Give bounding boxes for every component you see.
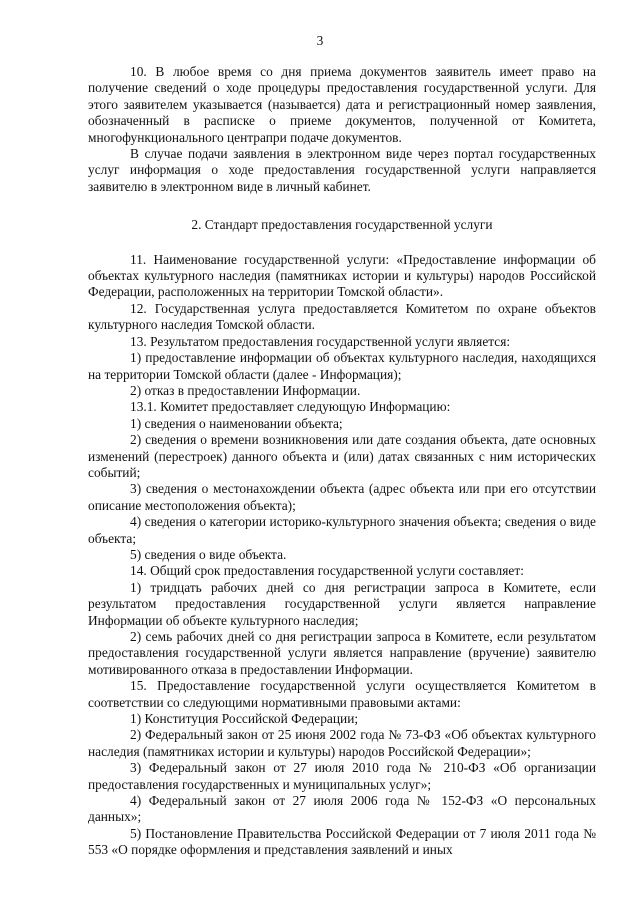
paragraph-14: 14. Общий срок предоставления государственной услуги составляет: xyxy=(130,563,524,579)
section-heading: 2. Стандарт предоставления государственной услуги xyxy=(191,217,493,233)
page-number: 3 xyxy=(316,33,324,48)
paragraph-electronic-status: В случае подачи заявления в электронном виде через портал государственных услуг информация о ходе предоставления государственной услуги направляется заявителю в электронном виде в личный кабинет. xyxy=(88,146,596,194)
paragraph-15-item-5: 5) Постановление Правительства Российской Федерации от 7 июля 2011 года № 553 «О порядке оформления и представления заявлений и иных xyxy=(88,825,596,858)
paragraph-15-item-1: 1) Конституция Российской Федерации; xyxy=(130,711,359,727)
paragraph-15-item-4: 4) Федеральный закон от 27 июля 2006 года № 152-ФЗ «О персональных данных»; xyxy=(88,793,596,825)
paragraph-10: 10. В любое время со дня приема документов заявитель имеет право на получение сведений о ходе процедуры предоставления государственной услуги. Для этого заявителем указывается (называется) дата и регистрационный номер заявления, обозначенный в расписке о приеме документов, полученной от Комитета, многофункционального центрапри подаче документов. xyxy=(88,64,596,145)
paragraph-13-1: 13.1. Комитет предоставляет следующую Информацию: xyxy=(130,399,451,415)
paragraph-11: 11. Наименование государственной услуги: «Предоставление информации об объектах культурного наследия (памятниках истории и культуры) народов Российской Федерации, расположенных на территории Томской области». xyxy=(88,251,596,300)
paragraph-15-item-3: 3) Федеральный закон от 27 июля 2010 года № 210-ФЗ «Об организации предоставления государственных и муниципальных услуг»; xyxy=(88,760,596,792)
paragraph-12: 12. Государственная услуга предоставляется Комитетом по охране объектов культурного наследия Томской области. xyxy=(88,300,596,333)
document-body xyxy=(88,64,596,859)
paragraph-14-item-1: 1) тридцать рабочих дней со дня регистрации запроса в Комитете, если результатом предоставления государственной услуги является направление Информации об объекте культурного наследия; xyxy=(88,579,596,628)
paragraph-13-1-item-1: 1) сведения о наименовании объекта; xyxy=(130,415,343,431)
paragraph-13: 13. Результатом предоставления государственной услуги является: xyxy=(130,333,511,349)
paragraph-13-1-item-3: 3) сведения о местонахождении объекта (адрес объекта или при его отсутствии описание местоположения объекта); xyxy=(88,481,596,513)
paragraph-13-1-item-4: 4) сведения о категории историко-культурного значения объекта; сведения о виде объекта; xyxy=(88,514,596,546)
paragraph-15-item-2: 2) Федеральный закон от 25 июня 2002 года № 73-ФЗ «Об объектах культурного наследия (памятниках истории и культуры) народов Российской Федерации»; xyxy=(88,727,596,759)
paragraph-13-item-2: 2) отказ в предоставлении Информации. xyxy=(130,382,361,398)
paragraph-13-1-item-5: 5) сведения о виде объекта. xyxy=(130,546,287,562)
paragraph-13-1-item-2: 2) сведения о времени возникновения или дате создания объекта, дате основных изменений (перестроек) данного объекта и (или) датах связанных с ним исторических событий; xyxy=(88,432,596,480)
paragraph-14-item-2: 2) семь рабочих дней со дня регистрации запроса в Комитете, если результатом предоставления государственной услуги является направление (вручение) заявителю мотивированного отказа в предоставлении Информации. xyxy=(88,629,596,677)
paragraph-15: 15. Предоставление государственной услуги осуществляется Комитетом в соответствии со следующими нормативными правовыми актами: xyxy=(88,678,596,710)
paragraph-13-item-1: 1) предоставление информации об объектах культурного наследия, находящихся на территории Томской области (далее - Информация); xyxy=(88,350,596,382)
